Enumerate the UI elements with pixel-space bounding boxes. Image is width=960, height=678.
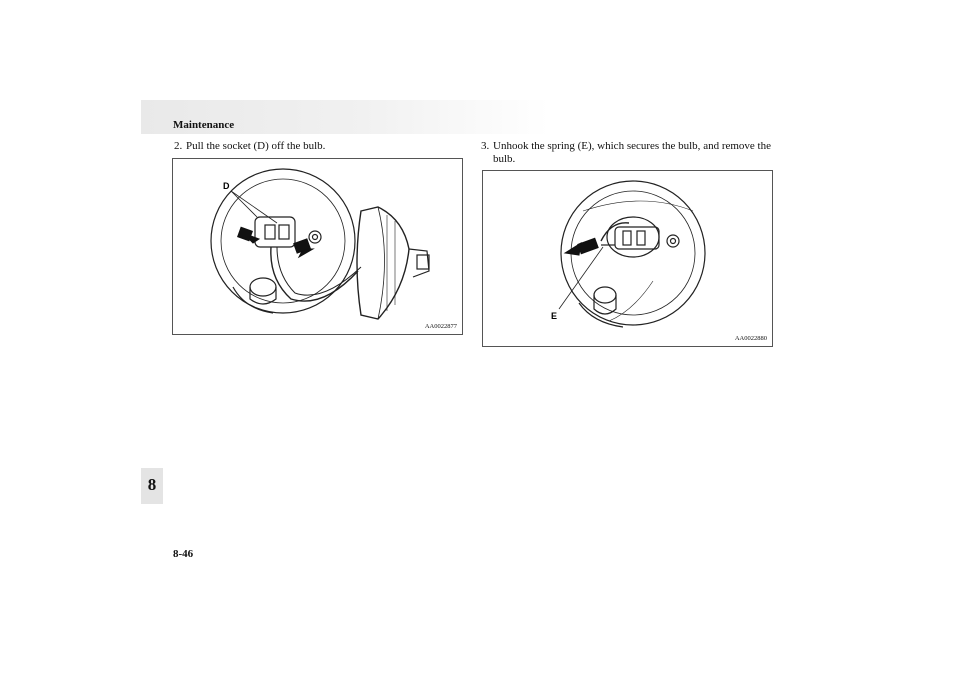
figure-callout: E xyxy=(551,311,558,321)
section-title: Maintenance xyxy=(173,119,235,131)
figure-spring-unhook xyxy=(482,170,773,347)
step-text: Pull the socket (D) off the bulb. xyxy=(186,140,326,152)
figure-code: AA0022877 xyxy=(424,323,457,330)
figure-socket-removal xyxy=(172,158,463,335)
step-3 xyxy=(481,140,771,166)
step-text: Unhook the spring (E), which secures the bulb, and remove the bulb. xyxy=(493,140,771,165)
chapter-number: 8 xyxy=(147,475,157,494)
figure-code: AA0022880 xyxy=(734,335,767,342)
socket-removal-illustration xyxy=(173,159,462,334)
page-number: 8-46 xyxy=(173,548,194,560)
step-2 xyxy=(174,140,466,153)
spring-unhook-illustration xyxy=(483,171,772,346)
chapter-tab xyxy=(141,468,163,504)
step-number: 2. xyxy=(174,140,183,152)
figure-callout: D xyxy=(223,181,230,191)
step-number: 3. xyxy=(481,140,490,152)
